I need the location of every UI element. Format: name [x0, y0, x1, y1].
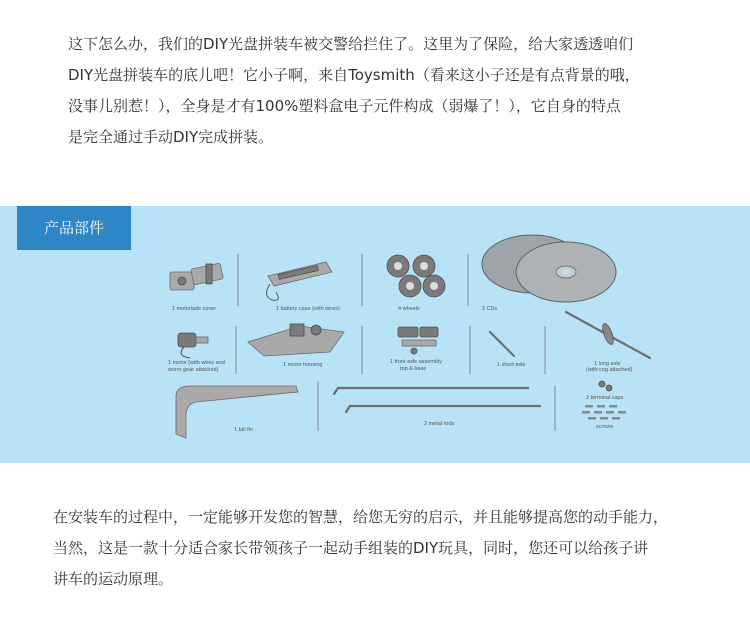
part-label: 2 CDs [482, 306, 498, 312]
screws-illustration [582, 405, 626, 420]
front-axle-illustration [398, 327, 438, 354]
part-label: 1 short axle [497, 362, 526, 368]
section-badge: 产品部件 [17, 206, 131, 250]
intro-line: DIY光盘拼装车的底儿吧！它小子啊，来自Toysmith（看来这小子还是有点背景的哦， [68, 66, 640, 84]
intro-line: 没事儿别惹！），全身是才有100%塑料盒电子元件构成（弱爆了！），它自身的特点 [68, 97, 621, 115]
motorlade-cover-illustration [170, 263, 223, 290]
motor-illustration [178, 333, 208, 358]
part-label: 1 long axle [594, 361, 621, 367]
metal-rods-illustration [334, 388, 540, 412]
outro-line: 在安装车的过程中，一定能够开发您的智慧，给您无穷的启示，并且能够提高您的动手能力， [53, 508, 669, 526]
intro-line: 这下怎么办，我们的DIY光盘拼装车被交警给拦住了。这里为了保险，给大家透透咱们 [68, 35, 634, 53]
part-label: 1 motor housing [283, 362, 323, 368]
cds-illustration [482, 235, 616, 302]
part-label: (with cog attached) [586, 367, 633, 373]
part-label: 2 metal rods [424, 421, 455, 427]
intro-paragraph [68, 29, 640, 153]
part-label: 2 terminal caps [586, 395, 624, 401]
outro-line: 讲车的运动原理。 [53, 570, 174, 588]
terminal-caps-illustration [599, 381, 612, 391]
part-label: screws [596, 424, 614, 430]
part-label: 1 motor (with wires and [168, 360, 225, 366]
outro-paragraph [53, 502, 668, 595]
part-label: top & base [400, 366, 427, 372]
long-axle-illustration [566, 312, 650, 358]
short-axle-illustration [490, 332, 514, 356]
battery-case-illustration [266, 262, 332, 300]
intro-line: 是完全通过手动DIY完成拼装。 [68, 128, 274, 146]
part-label: worm gear attached) [168, 367, 219, 373]
wheels-illustration [387, 255, 445, 297]
part-label: 1 tail fin [234, 427, 253, 433]
part-label: 1 battery case (with wires) [276, 306, 340, 312]
part-label: 1 motorlade cover [172, 306, 217, 312]
motor-housing-illustration [248, 324, 344, 356]
outro-line: 当然，这是一款十分适合家长带领孩子一起动手组装的DIY玩具，同时，您还可以给孩子讲 [53, 539, 649, 557]
part-label: 4 wheels [398, 306, 420, 312]
part-label: 1 front axle assembly [390, 359, 442, 365]
